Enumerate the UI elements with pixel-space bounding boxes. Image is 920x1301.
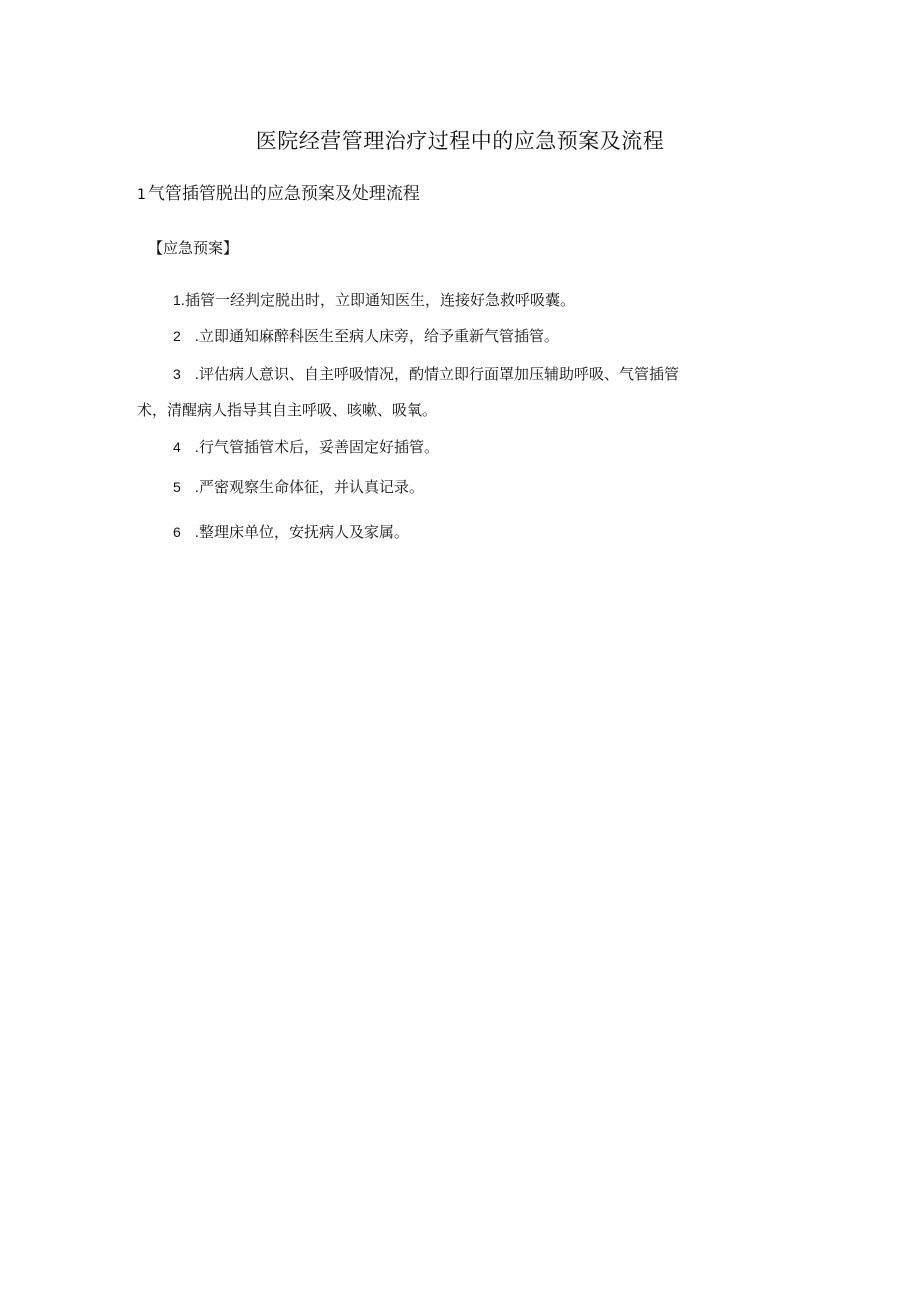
list-item-5 xyxy=(173,475,424,500)
item-text: 评估病人意识、自主呼吸情况，酌情立即行面罩加压辅助呼吸、气管插管 xyxy=(198,365,679,383)
list-item-1 xyxy=(173,288,575,313)
emergency-plan-subheading: 【应急预案】 xyxy=(148,239,239,257)
item-separator: . xyxy=(194,439,199,456)
list-item-3 xyxy=(173,362,679,387)
document-title: 医院经营管理治疗过程中的应急预案及流程 xyxy=(255,129,665,153)
section-heading-text: 气管插管脱出的应急预案及处理流程 xyxy=(147,184,420,204)
section-number: 1 xyxy=(137,187,146,203)
item-text: 立即通知麻醉科医生至病人床旁，给予重新气管插管。 xyxy=(198,327,559,345)
item-separator: . xyxy=(194,366,199,383)
list-item-2 xyxy=(173,324,559,349)
item-separator: . xyxy=(194,328,199,345)
list-item-4 xyxy=(173,435,439,460)
item-number: 3 xyxy=(173,366,181,382)
item-separator: . xyxy=(194,524,199,541)
item-number: 5 xyxy=(173,479,181,495)
item-number: 2 xyxy=(173,328,181,344)
list-item-6 xyxy=(173,520,409,545)
item-text: 整理床单位，安抚病人及家属。 xyxy=(198,523,409,541)
section-heading xyxy=(137,181,420,208)
item-text: 严密观察生命体征，并认真记录。 xyxy=(198,478,424,496)
item-number: 6 xyxy=(173,524,181,540)
item-separator: . xyxy=(194,479,199,496)
item-separator: . xyxy=(180,292,185,309)
item-text: 行气管插管术后，妥善固定好插管。 xyxy=(198,438,439,456)
item-number: 1 xyxy=(173,292,181,308)
item-number: 4 xyxy=(173,439,181,455)
list-item-3-continuation: 术，清醒病人指导其自主呼吸、咳嗽、吸氧。 xyxy=(137,401,438,419)
item-text: 插管一经判定脱出时，立即通知医生，连接好急救呼吸囊。 xyxy=(184,291,575,309)
